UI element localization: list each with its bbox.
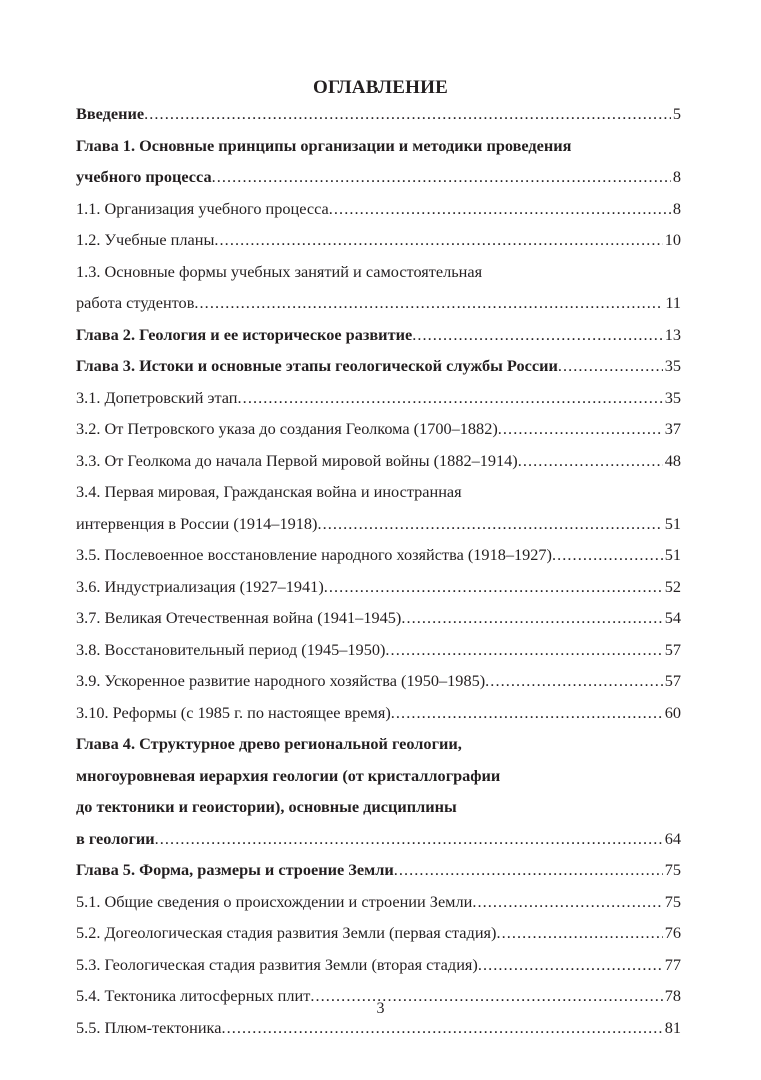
- toc-page-number: 78: [664, 986, 681, 1005]
- toc-page-number: 64: [664, 828, 681, 848]
- toc-entry-text: 3.2. От Петровского указа до создания Геолкома (1700–1882): [76, 419, 498, 438]
- toc-entry-row: [76, 917, 681, 949]
- dot-leader: [498, 413, 663, 445]
- toc-entry[interactable]: [76, 382, 681, 414]
- page-number: 3: [376, 1000, 385, 1017]
- dot-leader: [552, 539, 663, 571]
- dot-leader: [394, 854, 663, 886]
- dot-leader: [324, 571, 663, 603]
- toc-page-number: 75: [664, 860, 681, 879]
- toc-entry[interactable]: [76, 854, 681, 886]
- table-of-contents: [76, 98, 681, 1043]
- toc-page-number: 5: [672, 104, 681, 123]
- toc-entry-text: 3.6. Индустриализация (1927–1941): [76, 576, 324, 596]
- toc-entry-row: [76, 602, 681, 634]
- toc-entry-text: Глава 5. Форма, размеры и строение Земли: [76, 860, 394, 879]
- dot-leader: [391, 697, 663, 729]
- toc-entry-text: 3.7. Великая Отечественная война (1941–1945): [76, 608, 402, 627]
- toc-page-number: 52: [664, 576, 681, 596]
- toc-entry-text: 5.5. Плюм-тектоника: [76, 1017, 222, 1037]
- toc-entry-text: многоуровневая иерархия геологии (от кристаллографии: [76, 765, 501, 785]
- toc-entry[interactable]: [76, 697, 681, 729]
- dot-leader: [144, 98, 671, 130]
- toc-page-number: 13: [664, 324, 681, 344]
- toc-entry-row: [76, 382, 681, 414]
- page-title: ОГЛАВЛЕНИЕ: [313, 76, 448, 98]
- toc-page-number: 81: [664, 1017, 681, 1037]
- toc-page-number: 51: [664, 513, 681, 533]
- toc-page-number: 60: [664, 702, 681, 722]
- dot-leader: [194, 287, 663, 319]
- toc-page-number: 8: [672, 198, 681, 218]
- dot-leader: [518, 445, 663, 477]
- toc-entry-text: 3.8. Восстановительный период (1945–1950): [76, 639, 386, 659]
- toc-entry[interactable]: [76, 193, 681, 225]
- toc-entry[interactable]: [76, 350, 681, 382]
- toc-entry-text: 3.5. Послевоенное восстановление народного хозяйства (1918–1927): [76, 545, 552, 564]
- toc-entry[interactable]: [76, 445, 681, 477]
- toc-entry-text: Глава 2. Геология и ее историческое развитие: [76, 324, 413, 344]
- toc-entry-row: [76, 571, 681, 603]
- dot-leader: [412, 319, 663, 351]
- toc-entry-text: Глава 4. Структурное древо региональной геологии,: [76, 734, 462, 753]
- dot-leader: [472, 886, 662, 918]
- toc-entry[interactable]: [76, 319, 681, 351]
- toc-page-number: 76: [664, 923, 681, 942]
- toc-entry-text: 3.1. Допетровский этап: [76, 387, 238, 407]
- toc-entry-text: до тектоники и геоистории), основные дисциплины: [76, 797, 457, 816]
- toc-entry-text: Глава 3. Истоки и основные этапы геологической службы России: [76, 356, 558, 375]
- toc-page-number: 54: [664, 608, 681, 627]
- dot-leader: [485, 665, 663, 697]
- toc-entry-row: [76, 634, 681, 666]
- dot-leader: [329, 193, 671, 225]
- toc-page-number: 35: [664, 387, 681, 407]
- dot-leader: [155, 823, 663, 855]
- toc-entry[interactable]: [76, 413, 681, 445]
- toc-entry[interactable]: [76, 665, 681, 697]
- toc-entry-text: 5.4. Тектоника литосферных плит: [76, 986, 311, 1005]
- toc-entry-row: [76, 508, 681, 540]
- toc-entry[interactable]: [76, 728, 681, 854]
- dot-leader: [212, 161, 671, 193]
- toc-page-number: 8: [672, 167, 681, 186]
- toc-entry[interactable]: [76, 917, 681, 949]
- toc-page-number: 75: [664, 891, 681, 911]
- toc-entry-text: 1.1. Организация учебного процесса: [76, 198, 329, 218]
- toc-page-number: 35: [664, 356, 681, 375]
- toc-entry[interactable]: [76, 539, 681, 571]
- toc-entry-row: [76, 445, 681, 477]
- toc-entry-text: Глава 1. Основные принципы организации и методики проведения: [76, 135, 572, 155]
- toc-page-number: 37: [664, 419, 681, 438]
- toc-entry-row: [76, 319, 681, 351]
- toc-page-number: 77: [664, 954, 681, 974]
- toc-entry[interactable]: [76, 886, 681, 918]
- toc-entry[interactable]: [76, 130, 681, 193]
- toc-page-number: 51: [664, 545, 681, 564]
- toc-entry-row: [76, 413, 681, 445]
- dot-leader: [238, 382, 663, 414]
- toc-entry-text: 3.3. От Геолкома до начала Первой мировой войны (1882–1914): [76, 450, 518, 470]
- toc-page-number: 57: [664, 639, 681, 659]
- toc-entry-text: 5.2. Догеологическая стадия развития Земли (первая стадия): [76, 923, 497, 942]
- toc-entry-row: [76, 161, 681, 193]
- toc-entry-text: работа студентов: [76, 293, 195, 312]
- toc-page-number: 11: [665, 293, 681, 312]
- toc-entry[interactable]: [76, 949, 681, 981]
- toc-entry[interactable]: [76, 98, 681, 130]
- toc-entry-text: в геологии: [76, 828, 155, 848]
- toc-page-number: 57: [664, 671, 681, 690]
- toc-entry-text: 5.3. Геологическая стадия развития Земли (вторая стадия): [76, 954, 478, 974]
- toc-entry-text: учебного процесса: [76, 167, 212, 186]
- toc-entry-row: [76, 665, 681, 697]
- toc-entry-row: [76, 539, 681, 571]
- toc-entry[interactable]: [76, 571, 681, 603]
- toc-entry-text: 3.9. Ускоренное развитие народного хозяйства (1950–1985): [76, 671, 486, 690]
- dot-leader: [558, 350, 663, 382]
- dot-leader: [401, 602, 662, 634]
- toc-entry[interactable]: [76, 256, 681, 319]
- toc-entry-text: 1.3. Основные формы учебных занятий и самостоятельная: [76, 261, 483, 281]
- toc-entry-row: [76, 854, 681, 886]
- toc-page-number: 48: [664, 450, 681, 470]
- toc-entry[interactable]: [76, 634, 681, 666]
- dot-leader: [317, 508, 662, 540]
- toc-entry-row: [76, 823, 681, 855]
- toc-entry[interactable]: [76, 224, 681, 256]
- toc-entry-text: интервенция в России (1914–1918): [76, 513, 318, 533]
- dot-leader: [496, 917, 662, 949]
- toc-entry-row: [76, 350, 681, 382]
- toc-entry-text: Введение: [76, 104, 145, 123]
- toc-entry-row: [76, 287, 681, 319]
- toc-entry-row: [76, 697, 681, 729]
- toc-entry-text: 1.2. Учебные планы: [76, 230, 215, 249]
- dot-leader: [214, 224, 662, 256]
- toc-entry-row: [76, 224, 681, 256]
- toc-entry-row: [76, 886, 681, 918]
- toc-entry-text: 3.10. Реформы (с 1985 г. по настоящее время): [76, 702, 391, 722]
- toc-entry[interactable]: [76, 602, 681, 634]
- toc-entry-text: 5.1. Общие сведения о происхождении и строении Земли: [76, 891, 473, 911]
- toc-entry-row: [76, 193, 681, 225]
- dot-leader: [478, 949, 663, 981]
- dot-leader: [385, 634, 662, 666]
- toc-entry-row: [76, 949, 681, 981]
- toc-entry-text: 3.4. Первая мировая, Гражданская война и иностранная: [76, 482, 462, 501]
- toc-entry[interactable]: [76, 476, 681, 539]
- toc-page-number: 10: [664, 230, 681, 249]
- toc-entry-row: [76, 98, 681, 130]
